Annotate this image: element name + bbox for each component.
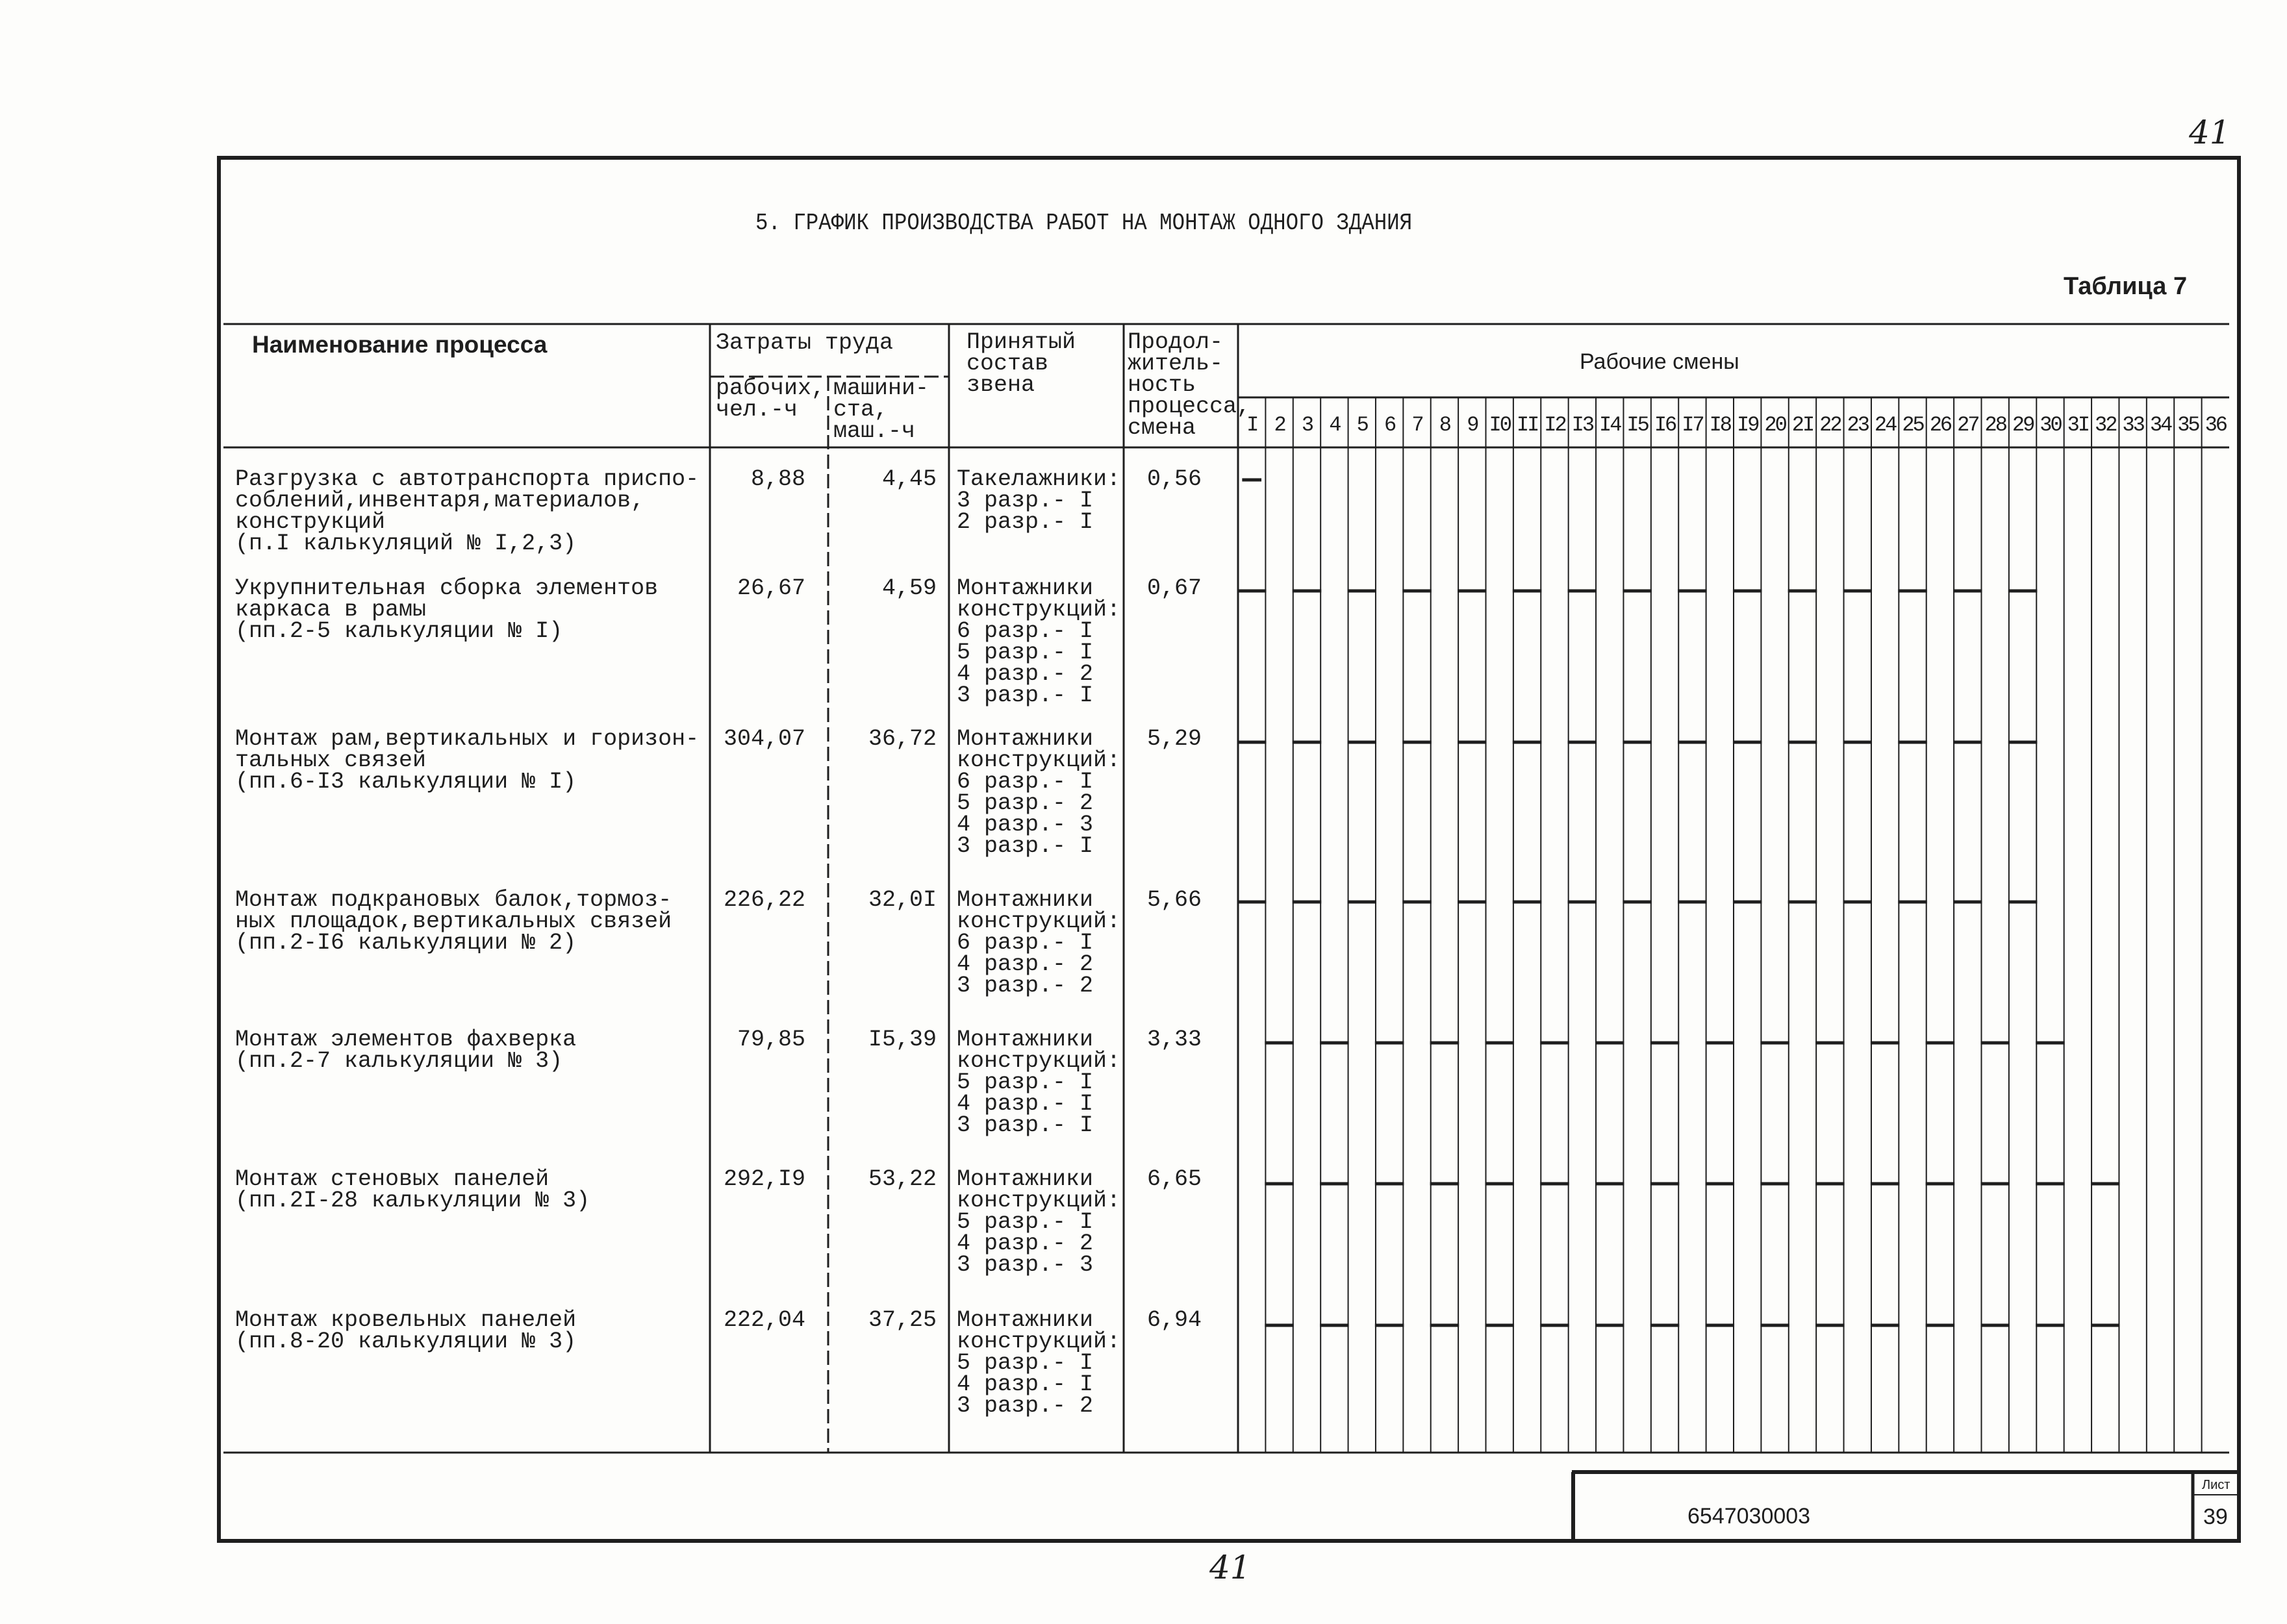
- stamp-sheet-label: Лист: [2202, 1478, 2230, 1492]
- shift-number: I2: [1544, 413, 1565, 437]
- crew-composition: Такелажники: 3 разр.- I 2 разр.- I: [957, 466, 1121, 535]
- shift-number: 35: [2177, 413, 2199, 437]
- table-label: Таблица 7: [2064, 273, 2188, 300]
- duration-value: 6,65: [1146, 1166, 1202, 1192]
- labor-workers-value: 222,04: [723, 1307, 805, 1333]
- shift-number: II: [1516, 413, 1538, 437]
- shift-number: 23: [1847, 413, 1868, 437]
- process-name: Монтаж подкрановых балок,тормоз- ных площадок,вертикальных связей (пп.2-I6 калькуляции № 2): [235, 887, 672, 956]
- labor-machinists-value: 37,25: [868, 1307, 937, 1333]
- process-name: Монтаж элементов фахверка (пп.2-7 калькуляции № 3): [235, 1027, 577, 1074]
- crew-composition: Монтажники конструкций: 6 разр.- I 5 разр.- I 4 разр.- 2 3 разр.- I: [957, 575, 1121, 708]
- shift-number: I8: [1709, 413, 1730, 437]
- duration-value: 5,66: [1146, 887, 1202, 913]
- shift-number: I7: [1682, 413, 1703, 437]
- shift-number: I4: [1599, 413, 1621, 437]
- header-duration: Продол- житель- ность процесса, смена: [1128, 329, 1251, 441]
- duration-value: 0,56: [1146, 466, 1202, 492]
- process-name: Укрупнительная сборка элементов каркаса в рамы (пп.2-5 калькуляции № I): [235, 575, 659, 644]
- shift-number: 26: [1929, 413, 1951, 437]
- crew-composition: Монтажники конструкций: 5 разр.- I 4 разр.- 2 3 разр.- 3: [957, 1166, 1121, 1278]
- shift-number: I: [1246, 413, 1257, 437]
- header-crew: Принятый состав звена: [967, 329, 1076, 398]
- labor-machinists-value: 36,72: [868, 726, 937, 752]
- page-number-bottom: 41: [1209, 1549, 1251, 1586]
- shift-number: 7: [1411, 413, 1422, 437]
- page-number-top: 41: [2189, 114, 2230, 151]
- crew-composition: Монтажники конструкций: 5 разр.- I 4 разр.- I 3 разр.- 2: [957, 1307, 1121, 1419]
- duration-value: 3,33: [1146, 1027, 1202, 1053]
- stamp-lines: [1572, 1472, 2238, 1541]
- stamp-doc-number: 6547030003: [1687, 1504, 1811, 1529]
- header-labor-workers: рабочих, чел.-ч: [716, 375, 826, 423]
- shift-number: 24: [1874, 413, 1896, 437]
- shift-number: 8: [1439, 413, 1450, 437]
- header-process: Наименование процесса: [252, 331, 548, 358]
- shift-number: 6: [1384, 413, 1395, 437]
- shift-number: 4: [1329, 413, 1340, 437]
- shift-number: 33: [2122, 413, 2143, 437]
- labor-machinists-value: 32,0I: [868, 887, 937, 913]
- shift-number: I0: [1489, 413, 1510, 437]
- shift-number: 22: [1819, 413, 1841, 437]
- duration-value: 5,29: [1146, 726, 1202, 752]
- labor-machinists-value: 4,59: [881, 575, 937, 601]
- header-shifts: Рабочие смены: [1580, 349, 1739, 374]
- labor-workers-value: 26,67: [737, 575, 805, 601]
- process-name: Монтаж рам,вертикальных и горизон- тальных связей (пп.6-I3 калькуляции № I): [235, 726, 700, 795]
- labor-machinists-value: 53,22: [868, 1166, 937, 1192]
- duration-value: 6,94: [1146, 1307, 1202, 1333]
- shift-number: 20: [1764, 413, 1786, 437]
- labor-machinists-value: 4,45: [881, 466, 937, 492]
- shift-number: 3I: [2067, 413, 2089, 437]
- duration-value: 0,67: [1146, 575, 1202, 601]
- labor-workers-value: 8,88: [750, 466, 805, 492]
- labor-machinists-value: I5,39: [868, 1027, 937, 1053]
- shift-number: 36: [2205, 413, 2226, 437]
- shift-number: 34: [2149, 413, 2171, 437]
- shift-number: 3: [1301, 413, 1313, 437]
- shift-number: 32: [2095, 413, 2116, 437]
- process-name: Монтаж кровельных панелей (пп.8-20 калькуляции № 3): [235, 1307, 577, 1355]
- shift-number: 2I: [1791, 413, 1813, 437]
- stamp-sheet-number: 39: [2203, 1505, 2228, 1529]
- shift-number: 2: [1274, 413, 1285, 437]
- shift-number: I6: [1654, 413, 1676, 437]
- shift-number: 29: [2012, 413, 2034, 437]
- process-name: Разгрузка с автотранспорта приспо- соблений,инвентаря,материалов, конструкций (п.I калькуляций № I,2,3): [235, 466, 700, 556]
- document-title: 5. ГРАФИК ПРОИЗВОДСТВА РАБОТ НА МОНТАЖ ОДНОГО ЗДАНИЯ: [755, 210, 1413, 236]
- shift-number: I3: [1571, 413, 1593, 437]
- shift-number: I5: [1626, 413, 1648, 437]
- labor-workers-value: 79,85: [737, 1027, 805, 1053]
- process-name: Монтаж стеновых панелей (пп.2I-28 калькуляции № 3): [235, 1166, 590, 1214]
- shift-number: 5: [1356, 413, 1367, 437]
- crew-composition: Монтажники конструкций: 5 разр.- I 4 разр.- I 3 разр.- I: [957, 1027, 1121, 1138]
- shift-number: 9: [1467, 413, 1478, 437]
- shift-number: I9: [1736, 413, 1758, 437]
- labor-workers-value: 304,07: [723, 726, 805, 752]
- crew-composition: Монтажники конструкций: 6 разр.- I 5 разр.- 2 4 разр.- 3 3 разр.- I: [957, 726, 1121, 859]
- shift-number: 30: [2040, 413, 2061, 437]
- shift-grid: [1265, 397, 2201, 1453]
- shift-number: 25: [1902, 413, 1923, 437]
- shift-number: 27: [1957, 413, 1978, 437]
- labor-workers-value: 292,I9: [723, 1166, 805, 1192]
- shift-number: 28: [1984, 413, 2006, 437]
- header-labor-machinists: машини- ста, маш.-ч: [833, 375, 929, 444]
- labor-workers-value: 226,22: [723, 887, 805, 913]
- header-labor: Затраты труда: [716, 330, 894, 356]
- crew-composition: Монтажники конструкций: 6 разр.- I 4 разр.- 2 3 разр.- 2: [957, 887, 1121, 999]
